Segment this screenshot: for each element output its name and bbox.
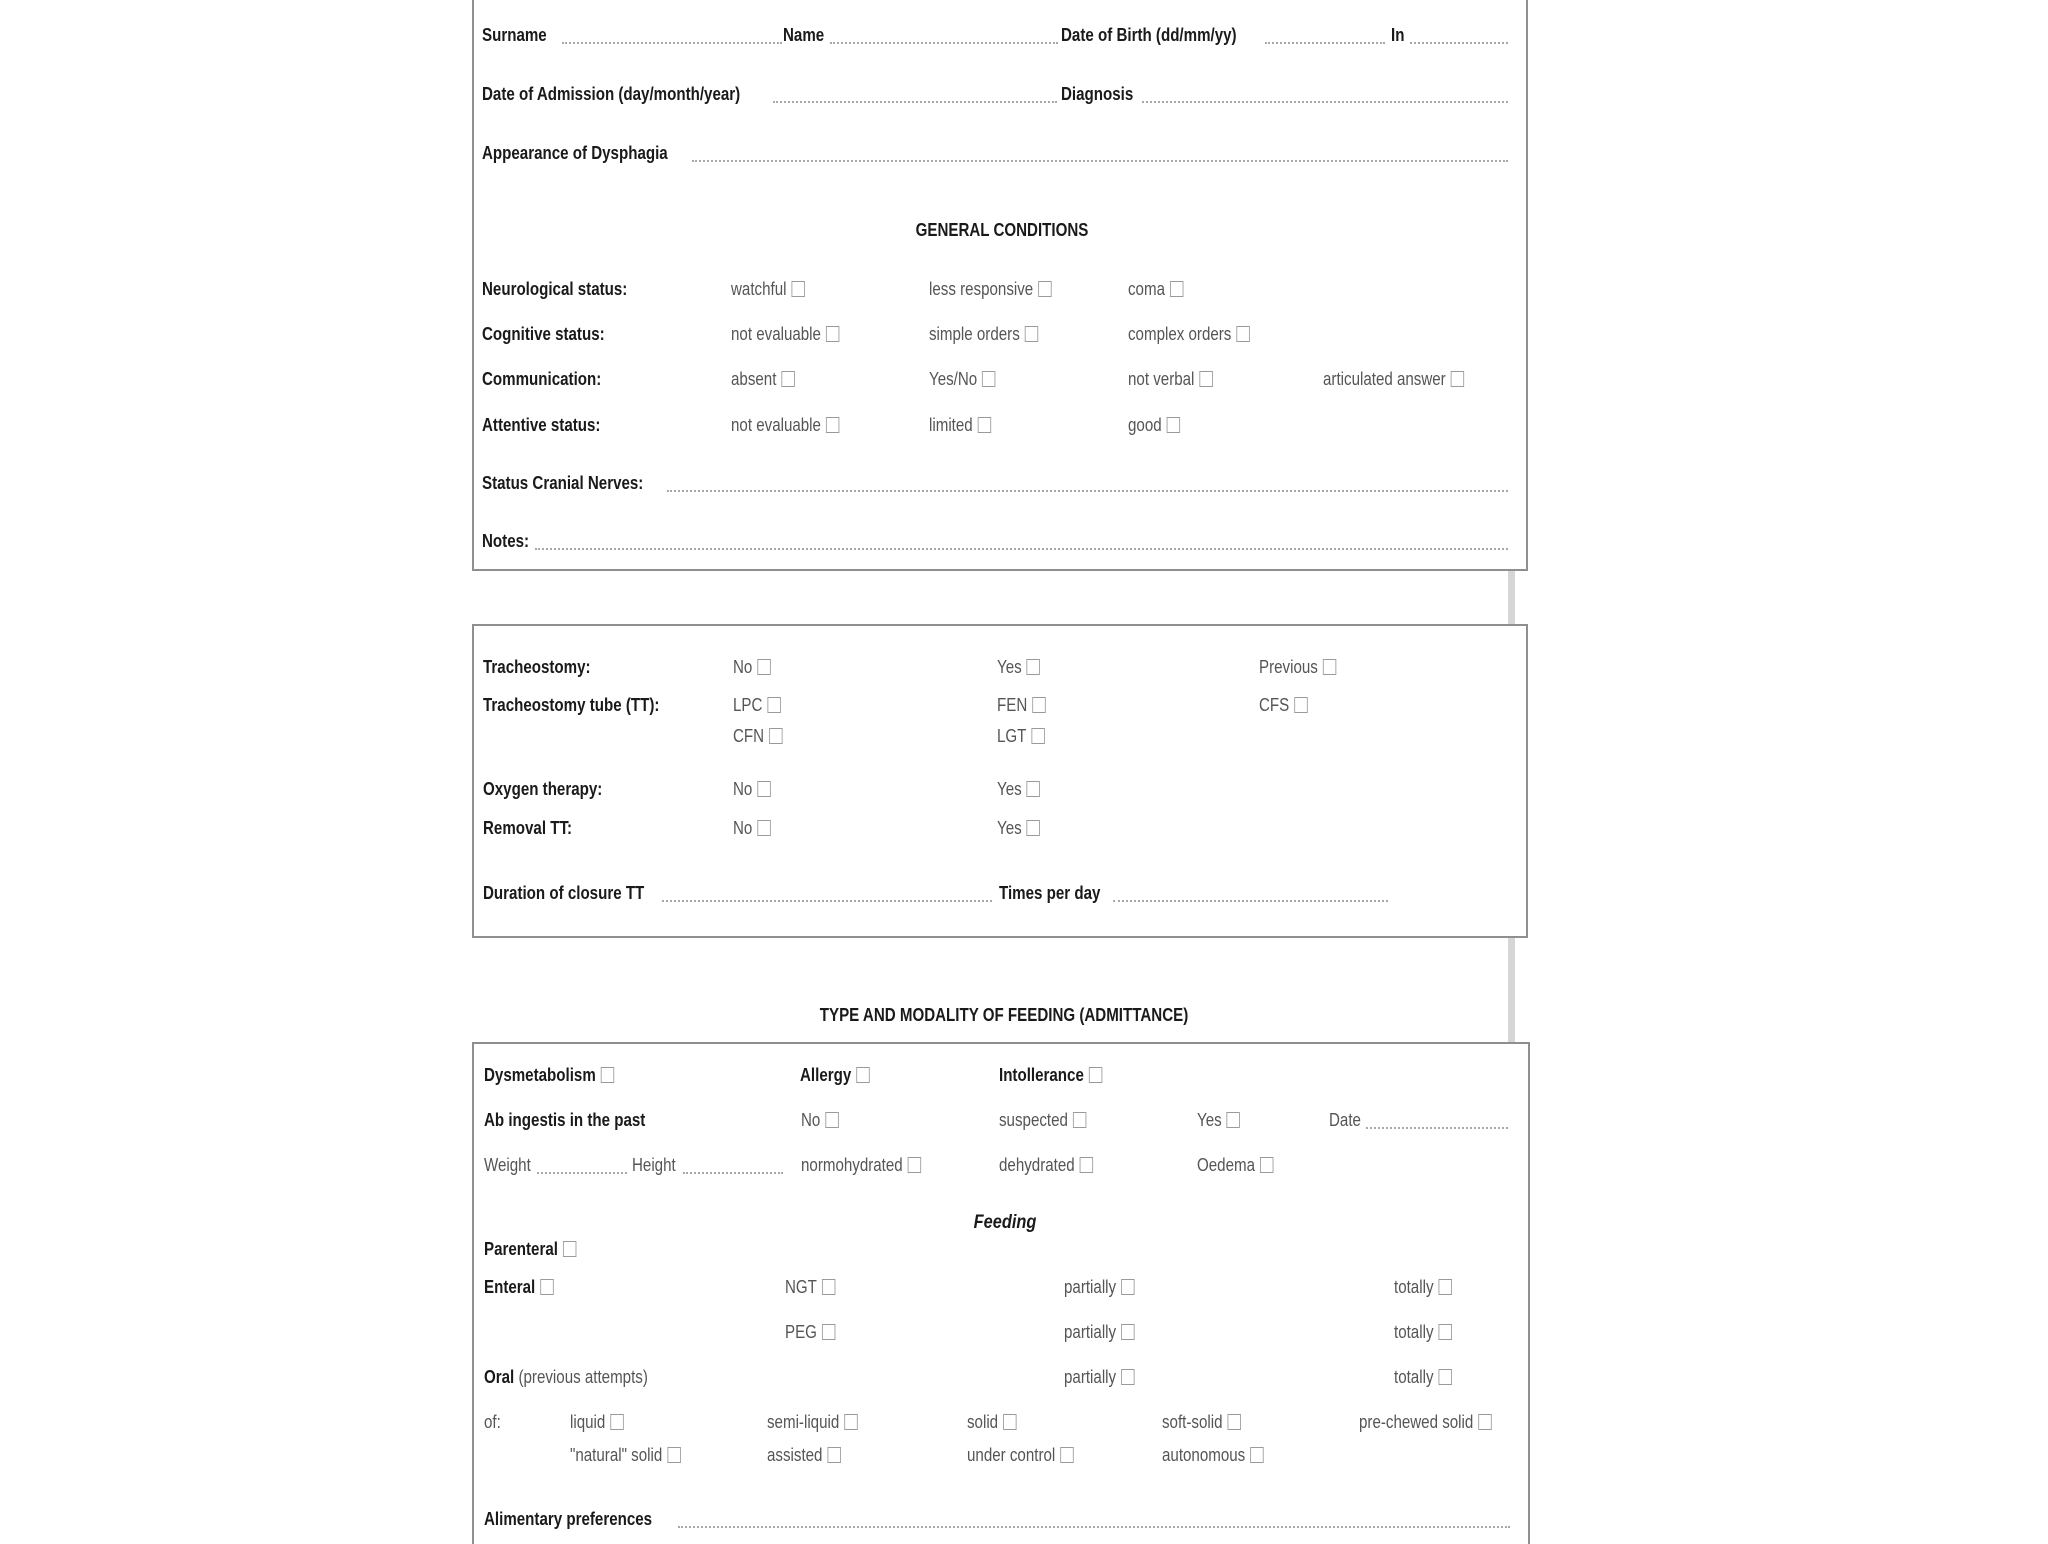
height-field[interactable] bbox=[683, 1172, 783, 1174]
feeding-subtitle: Feeding bbox=[973, 1212, 1037, 1233]
appearance-label: Appearance of Dysphagia bbox=[482, 143, 668, 163]
checkbox[interactable] bbox=[856, 1067, 869, 1083]
weight-label: Weight bbox=[484, 1155, 531, 1175]
times-label: Times per day bbox=[999, 883, 1101, 903]
surname-field[interactable] bbox=[562, 42, 782, 44]
preferences-field[interactable] bbox=[678, 1526, 1510, 1528]
checkbox[interactable] bbox=[563, 1241, 576, 1257]
appearance-field[interactable] bbox=[692, 160, 1508, 162]
option-natural-solid[interactable]: "natural" solid bbox=[570, 1444, 681, 1466]
checkbox[interactable] bbox=[767, 697, 780, 713]
cranial-nerves-label: Status Cranial Nerves: bbox=[482, 473, 644, 493]
ngt-partially[interactable]: partially bbox=[1064, 1276, 1135, 1298]
duration-label: Duration of closure TT bbox=[483, 883, 645, 903]
diagnosis-label: Diagnosis bbox=[1061, 84, 1134, 104]
option-peg[interactable]: PEG bbox=[785, 1321, 835, 1343]
checkbox[interactable] bbox=[1228, 1414, 1241, 1430]
option-simple-orders[interactable]: simple orders bbox=[929, 323, 1038, 345]
tube-lgt[interactable]: LGT bbox=[997, 725, 1045, 747]
oxygen-yes[interactable]: Yes bbox=[997, 778, 1040, 800]
oral-label: Oral (previous attempts) bbox=[484, 1367, 648, 1387]
option-dehydrated[interactable]: dehydrated bbox=[999, 1154, 1093, 1176]
notes-field[interactable] bbox=[535, 548, 1508, 550]
checkbox[interactable] bbox=[978, 417, 991, 433]
checkbox[interactable] bbox=[610, 1414, 623, 1430]
option-solid[interactable]: solid bbox=[967, 1411, 1017, 1433]
checkbox[interactable] bbox=[1439, 1324, 1452, 1340]
height-label: Height bbox=[632, 1155, 676, 1175]
checkbox[interactable] bbox=[1478, 1414, 1491, 1430]
option-good[interactable]: good bbox=[1128, 414, 1180, 436]
checkbox[interactable] bbox=[826, 417, 839, 433]
enteral-label[interactable]: Enteral bbox=[484, 1276, 554, 1298]
parenteral-label[interactable]: Parenteral bbox=[484, 1238, 576, 1260]
option-absent[interactable]: absent bbox=[731, 368, 795, 390]
removal-label: Removal TT: bbox=[483, 818, 573, 838]
attentive-label: Attentive status: bbox=[482, 415, 601, 435]
oxygen-no[interactable]: No bbox=[733, 778, 771, 800]
removal-no[interactable]: No bbox=[733, 817, 771, 839]
option-articulated-answer[interactable]: articulated answer bbox=[1323, 368, 1464, 390]
ab-ingestis-no[interactable]: No bbox=[801, 1109, 839, 1131]
ab-ingestis-suspected[interactable]: suspected bbox=[999, 1109, 1086, 1131]
checkbox[interactable] bbox=[757, 820, 770, 836]
checkbox[interactable] bbox=[982, 371, 995, 387]
tube-label: Tracheostomy tube (TT): bbox=[483, 695, 660, 715]
checkbox[interactable] bbox=[1080, 1157, 1093, 1173]
tube-fen[interactable]: FEN bbox=[997, 694, 1046, 716]
name-field[interactable] bbox=[830, 42, 1058, 44]
checkbox[interactable] bbox=[828, 1447, 841, 1463]
oral-partially[interactable]: partially bbox=[1064, 1366, 1135, 1388]
oral-sub-label: (previous attempts) bbox=[518, 1367, 648, 1387]
checkbox[interactable] bbox=[540, 1279, 553, 1295]
feeding-title: TYPE AND MODALITY OF FEEDING (ADMITTANCE) bbox=[819, 1005, 1189, 1025]
checkbox[interactable] bbox=[1073, 1112, 1086, 1128]
option-pre-chewed-solid[interactable]: pre-chewed solid bbox=[1359, 1411, 1492, 1433]
name-label: Name bbox=[783, 25, 825, 45]
date-label: Date bbox=[1329, 1110, 1361, 1130]
checkbox[interactable] bbox=[822, 1324, 835, 1340]
tube-lpc[interactable]: LPC bbox=[733, 694, 781, 716]
intollerance-label[interactable]: Intollerance bbox=[999, 1064, 1102, 1086]
checkbox[interactable] bbox=[792, 281, 805, 297]
checkbox[interactable] bbox=[601, 1067, 614, 1083]
admission-label: Date of Admission (day/month/year) bbox=[482, 84, 741, 104]
option-less-responsive[interactable]: less responsive bbox=[929, 278, 1052, 300]
times-field[interactable] bbox=[1113, 900, 1388, 902]
oral-totally[interactable]: totally bbox=[1394, 1366, 1452, 1388]
general-conditions-title: GENERAL CONDITIONS bbox=[915, 220, 1089, 240]
checkbox[interactable] bbox=[844, 1414, 857, 1430]
checkbox[interactable] bbox=[1439, 1279, 1452, 1295]
tube-cfn[interactable]: CFN bbox=[733, 725, 783, 747]
ab-ingestis-label: Ab ingestis in the past bbox=[484, 1110, 646, 1130]
tracheostomy-no[interactable]: No bbox=[733, 656, 771, 678]
diagnosis-field[interactable] bbox=[1142, 101, 1508, 103]
dob-field[interactable] bbox=[1265, 42, 1385, 44]
allergy-label[interactable]: Allergy bbox=[800, 1064, 870, 1086]
checkbox[interactable] bbox=[1027, 820, 1040, 836]
communication-label: Communication: bbox=[482, 369, 602, 389]
checkbox[interactable] bbox=[1060, 1447, 1073, 1463]
option-under-control[interactable]: under control bbox=[967, 1444, 1074, 1466]
checkbox[interactable] bbox=[1199, 371, 1212, 387]
option-ngt[interactable]: NGT bbox=[785, 1276, 835, 1298]
removal-yes[interactable]: Yes bbox=[997, 817, 1040, 839]
checkbox[interactable] bbox=[822, 1279, 835, 1295]
checkbox[interactable] bbox=[1032, 697, 1045, 713]
checkbox[interactable] bbox=[1170, 281, 1183, 297]
option-normohydrated[interactable]: normohydrated bbox=[801, 1154, 921, 1176]
peg-partially[interactable]: partially bbox=[1064, 1321, 1135, 1343]
checkbox[interactable] bbox=[825, 1112, 838, 1128]
tube-cfs[interactable]: CFS bbox=[1259, 694, 1308, 716]
checkbox[interactable] bbox=[1089, 1067, 1102, 1083]
cranial-nerves-field[interactable] bbox=[667, 490, 1508, 492]
checkbox[interactable] bbox=[757, 781, 770, 797]
ngt-totally[interactable]: totally bbox=[1394, 1276, 1452, 1298]
checkbox[interactable] bbox=[757, 659, 770, 675]
in-label: In bbox=[1391, 25, 1405, 45]
checkbox[interactable] bbox=[1027, 659, 1040, 675]
of-label: of: bbox=[484, 1412, 501, 1432]
checkbox[interactable] bbox=[667, 1447, 680, 1463]
option-limited[interactable]: limited bbox=[929, 414, 991, 436]
checkbox[interactable] bbox=[1027, 781, 1040, 797]
checkbox[interactable] bbox=[781, 371, 794, 387]
checkbox[interactable] bbox=[1294, 697, 1307, 713]
tracheostomy-yes[interactable]: Yes bbox=[997, 656, 1040, 678]
checkbox[interactable] bbox=[1025, 326, 1038, 342]
checkbox[interactable] bbox=[1323, 659, 1336, 675]
duration-field[interactable] bbox=[662, 900, 992, 902]
option-yes-no[interactable]: Yes/No bbox=[929, 368, 996, 390]
in-field[interactable] bbox=[1410, 42, 1508, 44]
option-coma[interactable]: coma bbox=[1128, 278, 1183, 300]
option-soft-solid[interactable]: soft-solid bbox=[1162, 1411, 1241, 1433]
checkbox[interactable] bbox=[908, 1157, 921, 1173]
option-assisted[interactable]: assisted bbox=[767, 1444, 841, 1466]
checkbox[interactable] bbox=[1038, 281, 1051, 297]
cognitive-label: Cognitive status: bbox=[482, 324, 605, 344]
checkbox[interactable] bbox=[1227, 1112, 1240, 1128]
checkbox[interactable] bbox=[826, 326, 839, 342]
admission-field[interactable] bbox=[773, 101, 1057, 103]
option-watchful[interactable]: watchful bbox=[731, 278, 805, 300]
checkbox[interactable] bbox=[1121, 1324, 1134, 1340]
checkbox[interactable] bbox=[1439, 1369, 1452, 1385]
option-not-evaluable-attentive[interactable]: not evaluable bbox=[731, 414, 839, 436]
dob-label: Date of Birth (dd/mm/yy) bbox=[1061, 25, 1237, 45]
checkbox[interactable] bbox=[1236, 326, 1249, 342]
ab-ingestis-yes[interactable]: Yes bbox=[1197, 1109, 1240, 1131]
preferences-label: Alimentary preferences bbox=[484, 1509, 653, 1529]
checkbox[interactable] bbox=[1121, 1369, 1134, 1385]
tracheostomy-label: Tracheostomy: bbox=[483, 657, 591, 677]
oxygen-label: Oxygen therapy: bbox=[483, 779, 603, 799]
dysmetabolism-label[interactable]: Dysmetabolism bbox=[484, 1064, 614, 1086]
weight-field[interactable] bbox=[537, 1172, 627, 1174]
checkbox[interactable] bbox=[1121, 1279, 1134, 1295]
option-not-evaluable[interactable]: not evaluable bbox=[731, 323, 839, 345]
checkbox[interactable] bbox=[1451, 371, 1464, 387]
option-autonomous[interactable]: autonomous bbox=[1162, 1444, 1264, 1466]
surname-label: Surname bbox=[482, 25, 547, 45]
checkbox[interactable] bbox=[769, 728, 782, 744]
notes-label: Notes: bbox=[482, 531, 530, 551]
tracheostomy-previous[interactable]: Previous bbox=[1259, 656, 1336, 678]
checkbox[interactable] bbox=[1003, 1414, 1016, 1430]
checkbox[interactable] bbox=[1167, 417, 1180, 433]
option-oedema[interactable]: Oedema bbox=[1197, 1154, 1273, 1176]
date-field[interactable] bbox=[1366, 1127, 1508, 1129]
neurological-label: Neurological status: bbox=[482, 279, 628, 299]
option-semi-liquid[interactable]: semi-liquid bbox=[767, 1411, 858, 1433]
checkbox[interactable] bbox=[1031, 728, 1044, 744]
option-complex-orders[interactable]: complex orders bbox=[1128, 323, 1250, 345]
option-liquid[interactable]: liquid bbox=[570, 1411, 624, 1433]
option-not-verbal[interactable]: not verbal bbox=[1128, 368, 1213, 390]
checkbox[interactable] bbox=[1250, 1447, 1263, 1463]
checkbox[interactable] bbox=[1260, 1157, 1273, 1173]
peg-totally[interactable]: totally bbox=[1394, 1321, 1452, 1343]
